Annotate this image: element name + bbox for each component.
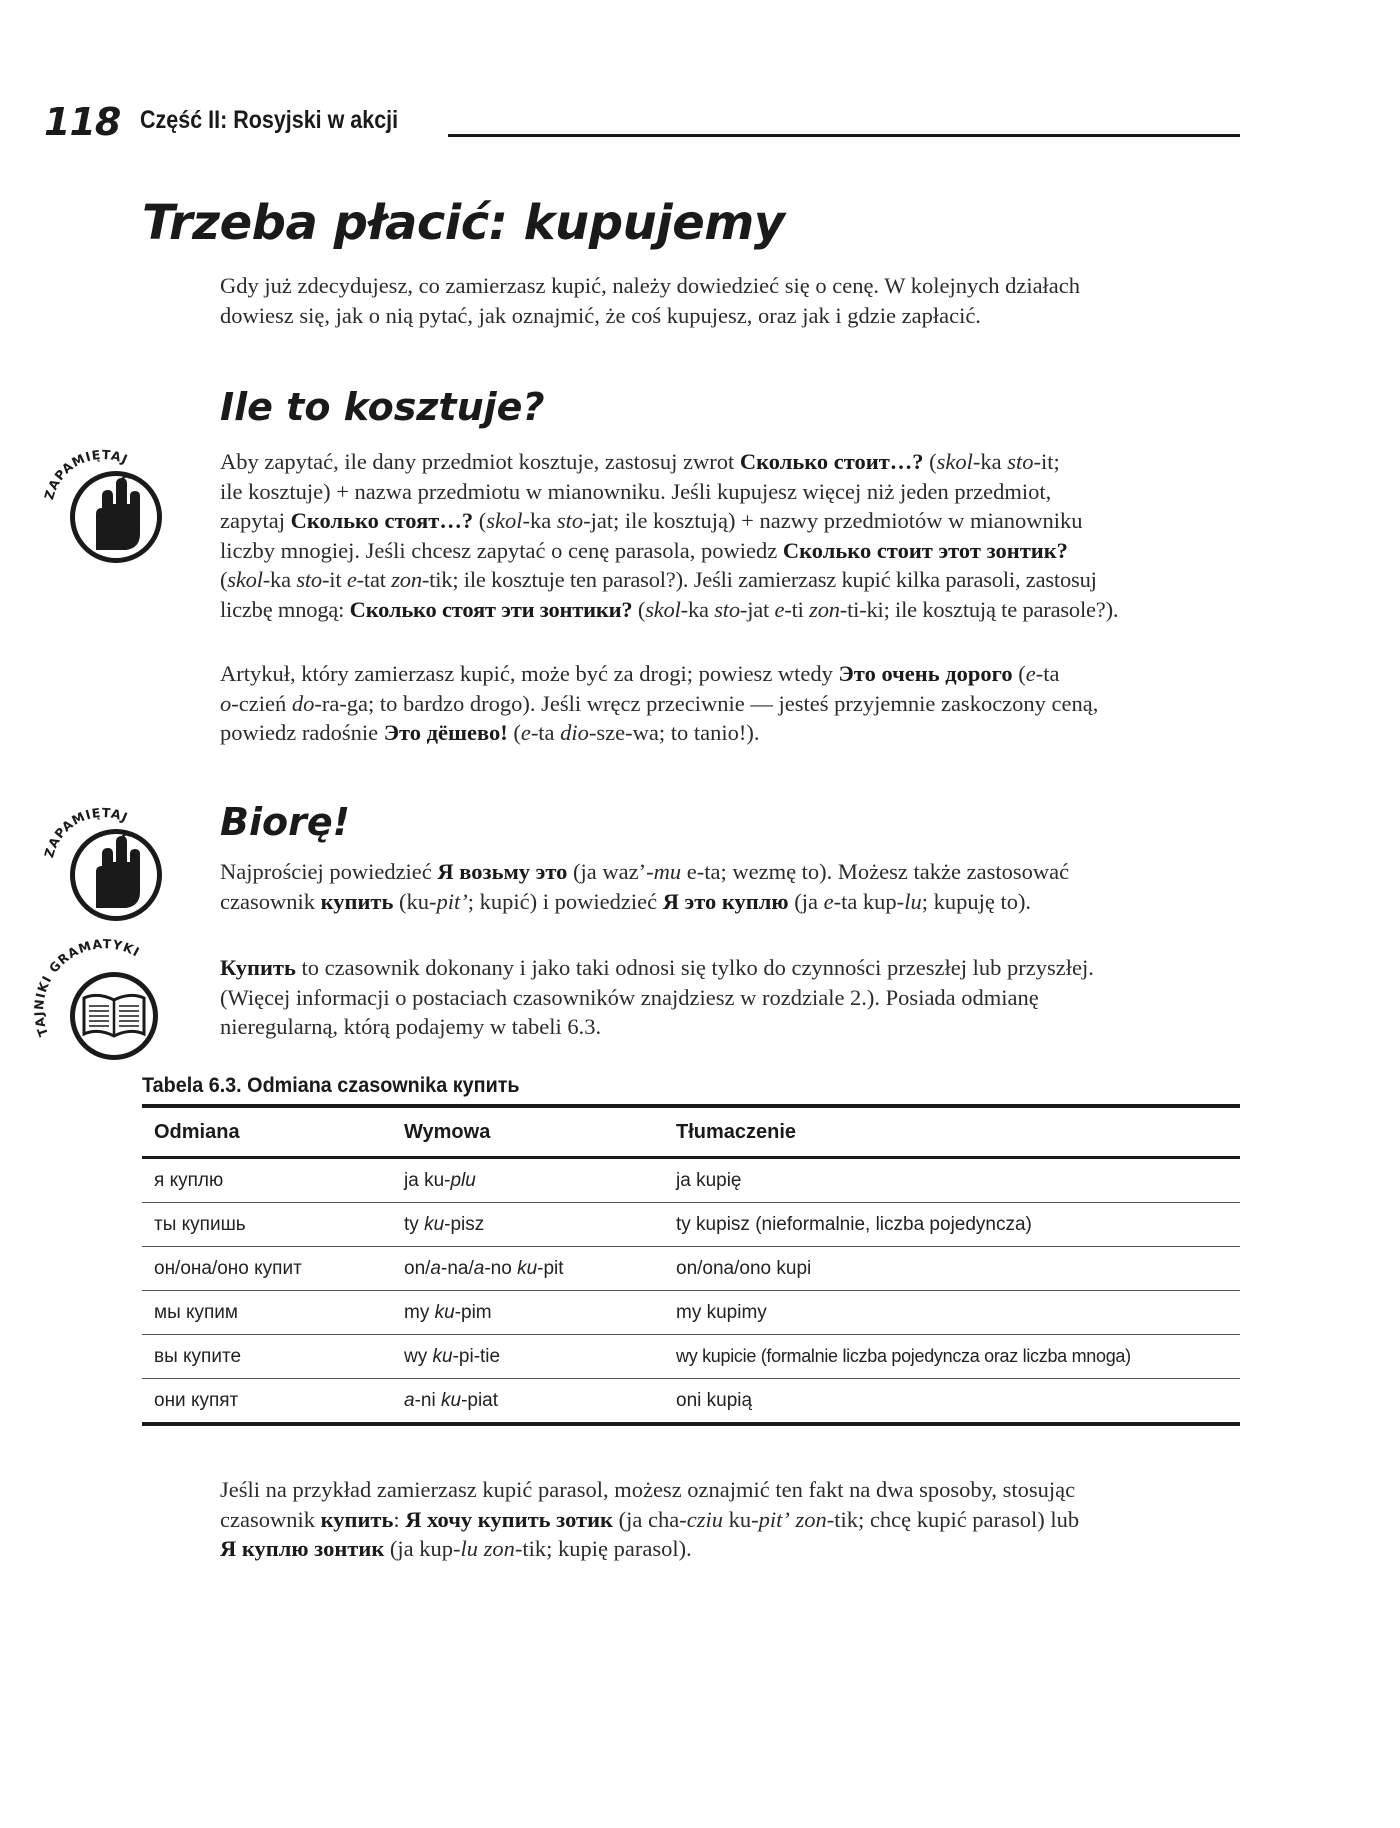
grammar-book-icon [28, 920, 168, 1060]
table-cell: мы купим [154, 1301, 238, 1323]
table-cell: ja kupię [676, 1169, 742, 1191]
table-cell: oni kupią [676, 1389, 753, 1411]
table-cell: my kupimy [676, 1301, 767, 1323]
text-line: zapytaj Сколько стоят…? (skol-ka sto-jat; ile kosztują) + nazwy przedmiotów w mianowniku [220, 508, 1083, 533]
table-cell: ты купишь [154, 1213, 246, 1235]
remember-icon-label: ZAPAMIĘTAJ [41, 804, 131, 860]
remember-icon-label: ZAPAMIĘTAJ [41, 446, 131, 502]
table-cell: wy ku-pi-tie [404, 1345, 501, 1367]
table-row [142, 1203, 1240, 1247]
price-paragraph-2 [220, 659, 1240, 748]
text-line: Jeśli na przykład zamierzasz kupić parasol, możesz oznajmić ten fakt na dwa sposoby, stosując [220, 1477, 1076, 1502]
text-line: Aby zapytać, ile dany przedmiot kosztuje, zastosuj zwrot Сколько стоит…? (skol-ka sto-it; [220, 449, 1060, 474]
column-header: Wymowa [404, 1120, 491, 1143]
remember-icon [38, 438, 168, 568]
intro-line: Gdy już zdecydujesz, co zamierzasz kupić, należy dowiedzieć się o cenę. W kolejnych działach [220, 273, 1081, 298]
text-line: Artykuł, który zamierzasz kupić, może być za drogi; powiesz wtedy Это очень дорого (e-ta [220, 661, 1060, 686]
take-paragraph-2 [220, 953, 1240, 1042]
table-row [142, 1335, 1240, 1379]
table-cell: ja ku-plu [404, 1169, 476, 1191]
text-line: liczbę mnogą: Сколько стоят эти зонтики? (skol-ka sto-jat e-ti zon-ti-ki; ile kosztują te parasole?). [220, 596, 1119, 622]
table-row [142, 1291, 1240, 1335]
text-line: Купить to czasownik dokonany i jako taki odnosi się tylko do czynności przeszłej lub przyszłej. [220, 955, 1094, 980]
text-line: ile kosztuje) + nazwa przedmiotu w mianowniku. Jeśli kupujesz więcej niż jeden przedmiot, [220, 478, 1052, 504]
header-rule [448, 134, 1240, 137]
text-line: (Więcej informacji o postaciach czasowników znajdziesz w rozdziale 2.). Posiada odmianę [220, 984, 1039, 1010]
subsection-title-take: Biorę! [220, 800, 350, 844]
table-row [142, 1247, 1240, 1291]
table-cell: my ku-pim [404, 1301, 492, 1323]
closing-paragraph [220, 1475, 1240, 1564]
table-cell: я куплю [154, 1169, 224, 1191]
table-cell: wy kupicie (formalnie liczba pojedyncza oraz liczba mnoga) [676, 1346, 1131, 1366]
section-title: Trzeba płacić: kupujemy [142, 195, 785, 251]
table-cell: ty ku-pisz [404, 1213, 485, 1235]
remember-icon [38, 796, 168, 926]
text-line: o-czień do-ra-ga; to bardzo drogo). Jeśli wręcz przeciwnie — jesteś przyjemnie zaskoczony ceną, [220, 690, 1099, 716]
text-line: Я куплю зонтик (ja kup-lu zon-tik; kupię parasol). [220, 1536, 692, 1561]
text-line: nieregularną, którą podajemy w tabeli 6.3. [220, 1014, 602, 1039]
intro-line: dowiesz się, jak o nią pytać, jak oznajmić, że coś kupujesz, oraz jak i gdzie zapłacić. [220, 302, 981, 328]
table-caption: Tabela 6.3. Odmiana czasownika купить [142, 1073, 520, 1097]
text-line: liczby mnogiej. Jeśli chcesz zapytać o cenę parasola, powiedz Сколько стоит этот зонтик? [220, 537, 1068, 563]
intro-paragraph [220, 271, 1240, 330]
grammar-icon-label: TAJNIKI GRAMATYKI [31, 936, 143, 1039]
table-cell: a-ni ku-piat [404, 1389, 499, 1411]
text-line: Najprościej powiedzieć Я возьму это (ja waz’-mu e-ta; wezmę to). Możesz także zastosować [220, 859, 1070, 884]
text-line: powiedz radośnie Это дёшево! (e-ta dio-sze-wa; to tanio!). [220, 720, 760, 745]
subsection-title-price: Ile to kosztuje? [220, 385, 545, 429]
table-cell: ty kupisz (nieformalnie, liczba pojedyncza) [676, 1213, 1032, 1235]
running-title: Część II: Rosyjski w akcji [140, 106, 399, 134]
take-paragraph-1 [220, 857, 1240, 916]
table-cell: они купят [154, 1389, 239, 1411]
table-cell: он/она/оно купит [154, 1257, 302, 1279]
conjugation-table [142, 1104, 1240, 1426]
price-paragraph-1 [220, 447, 1240, 624]
page-number: 118 [44, 100, 121, 144]
table-header-row [142, 1108, 1240, 1159]
column-header: Odmiana [154, 1120, 240, 1143]
table-cell: on/ona/ono kupi [676, 1257, 812, 1279]
column-header: Tłumaczenie [676, 1120, 797, 1143]
table-row [142, 1159, 1240, 1203]
table-cell: вы купите [154, 1345, 242, 1367]
text-line: (skol-ka sto-it e-tat zon-tik; ile kosztuje ten parasol?). Jeśli zamierzasz kupić kilka parasoli, zastosuj [220, 567, 1097, 592]
text-line: czasownik купить (ku-pit’; kupić) i powiedzieć Я это куплю (ja e-ta kup-lu; kupuję to). [220, 888, 1032, 914]
text-line: czasownik купить: Я хочу купить зотик (ja cha-cziu ku-pit’ zon-tik; chcę kupić parasol) lub [220, 1506, 1080, 1532]
page-header [44, 100, 1240, 144]
table-cell: on/a-na/a-no ku-pit [404, 1257, 564, 1279]
table-row [142, 1379, 1240, 1422]
